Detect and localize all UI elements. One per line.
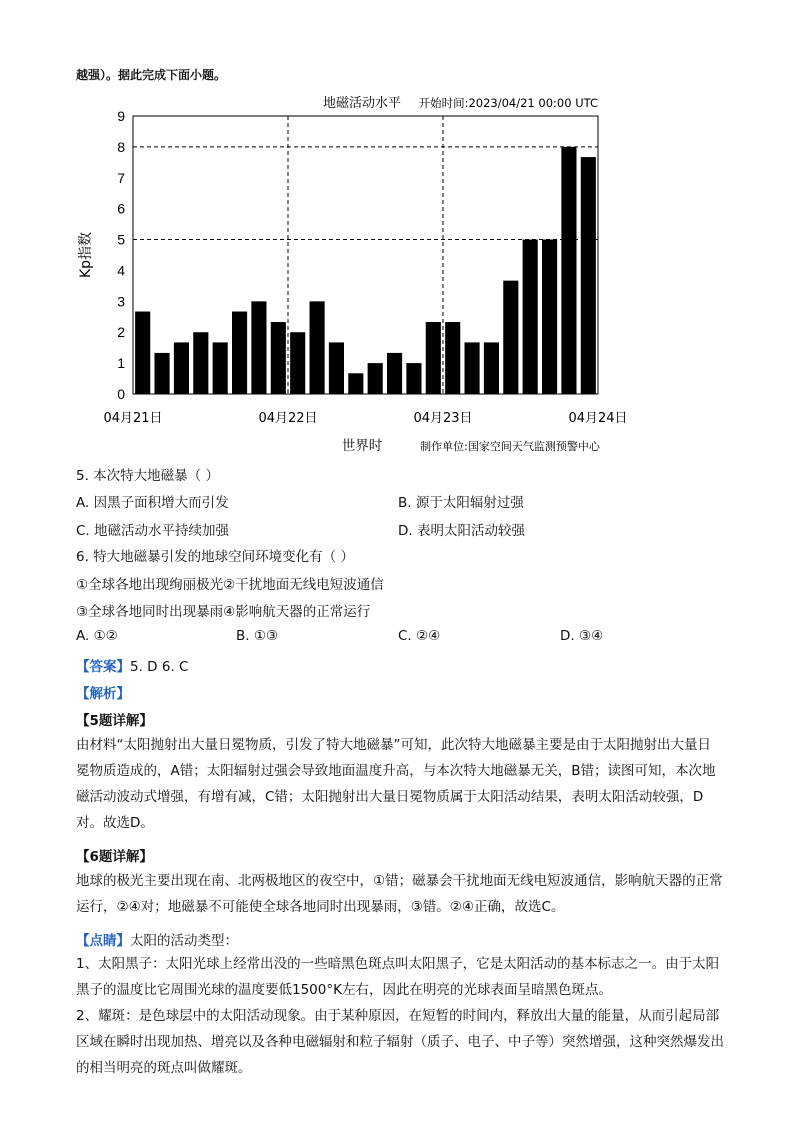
y-tick-label: 3 (117, 293, 125, 310)
y-axis-label: Kp指数 (78, 231, 94, 279)
kp-index-chart (70, 88, 630, 468)
x-tick-label: 04月22日 (258, 411, 318, 426)
kp-bar (155, 353, 170, 394)
y-tick-label: 7 (117, 169, 125, 186)
x-axis-label: 世界时 (341, 438, 383, 454)
kp-bar (174, 342, 189, 394)
kp-bar (426, 322, 441, 394)
kp-bar (193, 332, 208, 394)
kp-bar (232, 312, 247, 394)
tip-sunspot-text: 1、太阳黑子：太阳光球上经常出没的一些暗黑色斑点叫太阳黑子，它是太阳活动的基本标志之一。由于太阳黑子的温度比它周围光球的温度要低1500°K左右，因此在明亮的光球表面呈暗黑色斑点。 (76, 956, 720, 998)
q5-detail-label: 【5题详解】 (76, 713, 153, 729)
kp-bar (484, 342, 499, 394)
tip-line (76, 929, 238, 949)
x-tick-label: 04月24日 (568, 411, 628, 426)
q5-option-b[interactable]: B. 源于太阳辐射过强 (398, 495, 524, 511)
kp-bar (329, 342, 344, 394)
analysis-label: 【解析】 (76, 686, 130, 702)
q6-option-b[interactable]: B. ①③ (236, 628, 279, 644)
q6-statements-1: ①全球各地出现绚丽极光②干扰地面无线电短波通信 (76, 577, 384, 593)
x-tick-label: 04月21日 (103, 411, 163, 426)
q6-option-a[interactable]: A. ①② (76, 628, 118, 644)
kp-bar (135, 312, 150, 394)
q5-detail-text: 由材料“太阳抛射出大量日冕物质，引发了特大地磁暴”可知，此次特大地磁暴主要是由于太阳抛射出大量日冕物质造成的，A错；太阳辐射过强会导致地面温度升高，与本次特大地磁暴无关，B错；读图可知，本次地磁活动波动式增强，有增有减，C错；太阳抛射出大量日冕物质属于太阳活动结果，表明太阳活动较强，D对。故选D。 (76, 737, 716, 831)
kp-bar (406, 363, 421, 394)
y-tick-label: 2 (117, 324, 125, 341)
q6-stem: 6. 特大地磁暴引发的地球空间环境变化有（ ） (76, 549, 354, 565)
chart-title: 地磁活动水平 (322, 96, 402, 111)
q5-option-a[interactable]: A. 因黑子面积增大而引发 (76, 495, 229, 511)
y-tick-label: 9 (117, 108, 125, 124)
y-tick-label: 0 (117, 386, 125, 402)
answer-text: 5. D 6. C (130, 659, 189, 675)
kp-bar (348, 373, 363, 394)
q6-option-c[interactable]: C. ②④ (398, 628, 441, 644)
kp-bar (251, 301, 266, 394)
kp-bar (368, 363, 383, 394)
q6-option-d[interactable]: D. ③④ (560, 628, 604, 644)
kp-bar (503, 281, 518, 394)
kp-bar (542, 240, 557, 394)
kp-bar (213, 342, 228, 394)
chart-subtitle: 开始时间:2023/04/21 00:00 UTC (418, 96, 598, 110)
kp-bar (523, 240, 538, 394)
y-tick-label: 4 (117, 262, 125, 279)
kp-bar (445, 322, 460, 394)
q6-detail-label: 【6题详解】 (76, 849, 153, 865)
kp-bar (465, 342, 480, 394)
kp-bar (581, 157, 596, 394)
y-tick-label: 8 (117, 138, 125, 155)
y-tick-label: 1 (117, 355, 125, 372)
answer-label: 【答案】 (76, 659, 130, 675)
kp-bar (310, 301, 325, 394)
kp-bar (387, 353, 402, 394)
answer-line (76, 655, 188, 675)
kp-bar (561, 147, 576, 394)
q6-statements-2: ③全球各地同时出现暴雨④影响航天器的正常运行 (76, 604, 371, 620)
chart-source: 制作单位:国家空间天气监测预警中心 (420, 440, 600, 453)
q5-stem: 5. 本次特大地磁暴（ ） (76, 468, 219, 484)
y-tick-label: 6 (117, 200, 125, 217)
q5-option-c[interactable]: C. 地磁活动水平持续加强 (76, 523, 230, 539)
y-tick-label: 5 (117, 231, 125, 248)
kp-bar (290, 332, 305, 394)
x-tick-label: 04月23日 (413, 411, 473, 426)
tip-label: 【点睛】 (76, 933, 130, 949)
tip-title: 太阳的活动类型： (130, 933, 238, 949)
q6-detail-text: 地球的极光主要出现在南、北两极地区的夜空中，①错；磁暴会干扰地面无线电短波通信，影响航天器的正常运行，②④对；地磁暴不可能使全球各地同时出现暴雨，③错。②④正确，故选C。 (76, 873, 723, 915)
kp-bar (271, 322, 286, 394)
q5-option-d[interactable]: D. 表明太阳活动较强 (398, 523, 525, 539)
header-fragment: 越强）。据此完成下面小题。 (76, 68, 227, 82)
tip-flare-text: 2、耀斑：是色球层中的太阳活动现象。由于某种原因，在短暂的时间内，释放出大量的能量，从而引起局部区域在瞬时出现加热、增亮以及各种电磁辐射和粒子辐射（质子、电子、中子等）突然增强，这种突然爆发出的相当明亮的斑点叫做耀斑。 (76, 1008, 724, 1076)
